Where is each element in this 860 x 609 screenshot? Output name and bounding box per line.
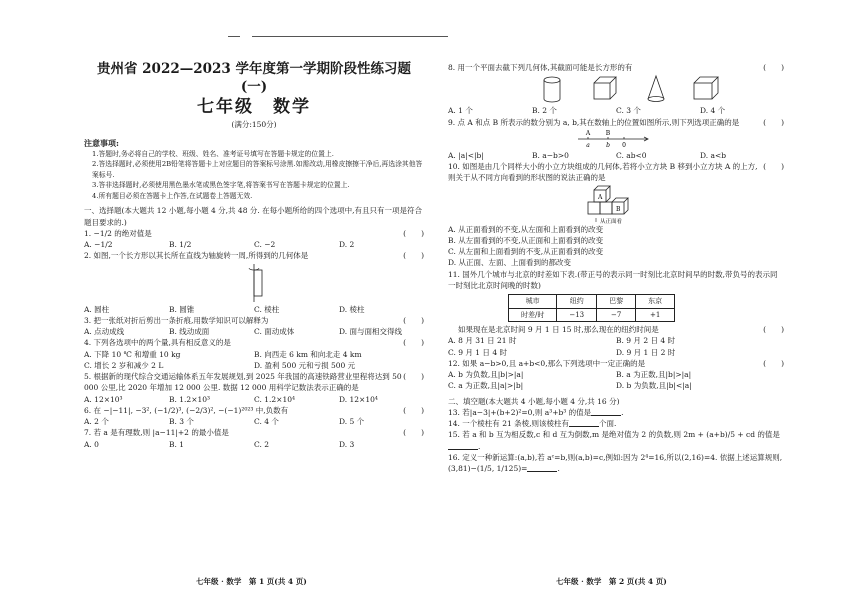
question-12-options — [448, 369, 784, 392]
answer-paren: ( ) — [403, 372, 424, 382]
axis-label-B: B — [605, 129, 611, 137]
option-d: D. a<b — [700, 150, 727, 160]
option-d: D. b 为负数,且|b|<|a| — [616, 381, 692, 391]
axis-label-zero: 0 — [622, 141, 626, 149]
option-c: C. 3 个 — [616, 106, 641, 116]
top-rule-short — [228, 36, 240, 37]
table-row — [509, 308, 675, 322]
question-2-options — [84, 304, 424, 315]
top-rule-long — [252, 36, 448, 37]
answer-paren: ( ) — [763, 325, 784, 334]
option-b: B. 线动成面 — [169, 327, 210, 337]
option-a: A. 圆柱 — [84, 304, 110, 314]
option-a: A. 8 月 31 日 21 时 — [448, 336, 517, 346]
question-1: 1. −1/2 的绝对值是 ( ) — [84, 228, 424, 238]
option-d: D. 3 — [339, 439, 355, 449]
answer-paren: ( ) — [763, 162, 784, 171]
question-3-options — [84, 326, 424, 337]
question-5: 5. 根据新的现代综合交通运输体系五年发展规划,到 2025 年我国的高速铁路营业里程将达到 50 000 公里,比 2020 年增加 12 000 公里. 数据 12 000 用科学记数法表示正确的是 ( ) — [84, 372, 424, 393]
page-2-footer: 七年级 · 数学 第 2 页(共 4 页) — [556, 577, 667, 586]
note-2: 2.答选择题时,必须使用2B铅笔将答题卡上对应题目的答案标号涂黑.如需改动,用橡皮擦擦干净后,再选涂其他答案标号. — [92, 160, 423, 179]
question-11-sub: 如果现在是北京时间 9 月 1 日 15 时,那么现在的纽约时间是 ( ) — [458, 325, 784, 334]
answer-paren: ( ) — [403, 428, 424, 438]
table-cell: 东京 — [636, 295, 675, 309]
option-c: C. ab<0 — [616, 150, 647, 160]
question-4-options — [84, 349, 424, 372]
option-b: B. a 为正数,且|b|>|a| — [616, 370, 692, 379]
question-13: 13. 若|a−3|+(b+2)²=0,则 a³+b³ 的值是 . — [448, 407, 624, 417]
option-d: D. 5 个 — [339, 417, 365, 427]
option-d: D. 从正面、左面、上面看到的都改变 — [448, 258, 572, 268]
answer-paren: ( ) — [403, 405, 424, 415]
section-1-heading: 一、选择题(本大题共 12 小题,每小题 4 分,共 48 分. 在每小题所给的四个选项中,有且只有一项是符合题目要求的.) — [84, 206, 423, 227]
exam-title: 贵州省 2022—2023 学年度第一学期阶段性练习题(一) — [96, 61, 412, 96]
option-d: D. 棱柱 — [339, 304, 365, 314]
answer-blank — [591, 407, 621, 416]
option-a: A. |a|<|b| — [448, 150, 484, 160]
option-b: B. 1.2×10³ — [169, 394, 211, 404]
option-c: C. 从左面和上面看到的不变,从正面看到的改变 — [448, 247, 604, 256]
option-a: A. −1/2 — [84, 240, 113, 250]
question-5-options — [84, 394, 424, 405]
question-10: 10. 如图是由几个同样大小的小立方块组成的几何体,若将小立方块 B 移到小立方块 A 的上方,则关于从不同方向看到的形状图的说法正确的是 ( ) — [448, 162, 784, 183]
notes-title: 注意事项: — [84, 137, 119, 148]
exam-subtitle: 七年级 数学 — [197, 97, 311, 118]
table-cell: 巴黎 — [597, 295, 636, 309]
question-9: 9. 点 A 和点 B 所表示的数分别为 a, b,其在数轴上的位置如图所示,则下列选项正确的是 ( ) — [448, 117, 784, 127]
option-c: C. 1.2×10⁴ — [254, 394, 296, 404]
question-14: 14. 一个棱柱有 21 条棱,则该棱柱有 个面. — [448, 419, 617, 428]
note-4: 4.所有题目必须在答题卡上作答,在试题卷上答题无效. — [92, 191, 253, 200]
answer-paren: ( ) — [403, 338, 424, 348]
page-2 — [448, 62, 784, 474]
option-b: B. 向西走 6 km 和向北走 4 km — [254, 349, 362, 359]
table-cell: 时差/时 — [509, 308, 557, 322]
option-c: C. −2 — [254, 240, 276, 250]
table-cell: 城市 — [509, 295, 557, 309]
answer-paren: ( ) — [763, 63, 784, 72]
question-1-options — [84, 239, 424, 250]
option-b: B. 1 — [169, 439, 185, 449]
option-b: B. 圆锥 — [169, 304, 195, 314]
full-score: (满分:150分) — [231, 120, 277, 130]
option-d: D. 4 个 — [700, 106, 726, 116]
number-line-figure — [448, 128, 784, 150]
option-d: D. 面与面相交得线 — [339, 327, 403, 337]
option-a: A. 下降 10 ℃ 和增重 10 kg — [84, 349, 181, 359]
question-12: 12. 如果 a−b>0,且 a+b<0,那么下列选项中一定正确的是 ( ) — [448, 358, 784, 368]
question-8: 8. 用一个平面去截下列几何体,其截面可能是长方形的有 ( ) — [448, 63, 784, 72]
note-1: 1.答题时,务必将自己的学校、班级、姓名、准考证号填写在答题卡规定的位置上. — [92, 149, 334, 158]
answer-blank — [569, 418, 599, 427]
option-c: C. 9 月 1 日 4 时 — [448, 347, 507, 357]
note-3: 3.答非选择题时,必须使用黑色墨水笔或黑色签字笔,将答案书写在答题卡规定的位置上. — [92, 181, 350, 190]
question-16: 16. 定义一种新运算:(a,b),若 aᶜ=b,则(a,b)=c,例如:因为 2⁴=16,所以(2,16)=4. 依据上述运算规则,(3,81)−(1/5, 1/125)= . — [448, 452, 783, 473]
option-b: B. 2 个 — [532, 106, 557, 116]
page-1-footer: 七年级 · 数学 第 1 页(共 4 页) — [196, 577, 307, 586]
section-2-heading: 二、填空题(本大题共 4 小题,每小题 4 分,共 16 分) — [448, 396, 620, 406]
option-c: C. 4 个 — [254, 417, 279, 427]
option-a: A. 1 个 — [448, 106, 473, 116]
axis-label-b: b — [606, 141, 610, 149]
answer-paren: ( ) — [763, 117, 784, 127]
option-a: A. 0 — [84, 439, 99, 449]
cube-label-B: B — [616, 205, 621, 213]
solids-figure — [448, 73, 784, 105]
question-9-options — [448, 150, 784, 161]
answer-blank — [448, 441, 478, 450]
option-b: B. 3 个 — [169, 417, 194, 427]
option-c: C. 增长 2 岁和减少 2 L — [84, 360, 164, 370]
option-a: A. b 为负数,且|b|>|a| — [448, 370, 524, 379]
table-cell: −13 — [557, 308, 597, 322]
axis-label-A: A — [585, 129, 591, 137]
cube-label-A: A — [598, 193, 603, 201]
question-2: 2. 如图,一个长方形以其长所在直线为轴旋转一周,所得到的几何体是 ( ) — [84, 251, 424, 261]
option-d: D. 12×10⁴ — [339, 394, 378, 404]
axis-label-a: a — [586, 141, 590, 149]
question-11: 11. 国外几个城市与北京的时差如下表.(带正号的表示同一时刻比北京时间早的时数,带负号的表示同一时刻比北京时间晚的时数) — [448, 269, 778, 290]
option-a: A. 从正面看到的不变,从左面和上面看到的改变 — [448, 224, 604, 234]
question-7: 7. 若 a 是有理数,则 |a−11|+2 的最小值是 ( ) — [84, 428, 424, 438]
answer-paren: ( ) — [763, 358, 784, 368]
question-6-options — [84, 416, 424, 427]
question-4: 4. 下列各选项中的两个量,具有相反意义的是 ( ) — [84, 338, 424, 348]
option-d: D. 9 月 1 日 2 时 — [616, 347, 676, 357]
time-difference-table — [508, 294, 675, 322]
question-6: 6. 在 −|−11|, −3², (−1/2)³, (−2/3)², −(−1)²⁰²³ 中,负数有 ( ) — [84, 405, 424, 415]
answer-paren: ( ) — [403, 228, 424, 238]
option-a: A. 点动成线 — [84, 327, 125, 337]
option-b: B. a−b>0 — [532, 150, 569, 160]
option-c: C. 2 — [254, 439, 270, 449]
cubes-figure — [448, 184, 784, 224]
table-cell: +1 — [636, 308, 675, 322]
answer-blank — [527, 463, 557, 472]
rectangle-rotation-figure — [84, 262, 424, 304]
answer-paren: ( ) — [403, 251, 424, 261]
table-cell: 纽约 — [557, 295, 597, 309]
question-7-options — [84, 439, 424, 450]
option-c: C. 棱柱 — [254, 304, 280, 314]
question-3: 3. 把一张纸对折后剪出一条折痕,用数学知识可以解释为 ( ) — [84, 315, 424, 325]
answer-paren: ( ) — [403, 315, 424, 325]
front-view-label: 从正面看 — [600, 218, 623, 224]
page-1 — [84, 60, 424, 450]
option-c: C. a 为正数,且|a|>|b| — [448, 381, 524, 391]
table-header-row — [509, 295, 675, 309]
option-d: D. 盈利 500 元和亏损 500 元 — [254, 360, 356, 370]
question-8-options — [448, 105, 784, 116]
option-b: B. 1/2 — [169, 240, 192, 250]
question-11-options — [448, 335, 784, 358]
question-15: 15. 若 a 和 b 互为相反数,c 和 d 互为倒数,m 是绝对值为 2 的负数,则 2m + (a+b)/5 + cd 的值是. — [448, 430, 780, 451]
option-b: B. 9 月 2 日 4 时 — [616, 336, 676, 346]
option-b: B. 从左面看到的不变,从正面和上面看到的改变 — [448, 235, 604, 245]
option-c: C. 面动成体 — [254, 327, 295, 337]
option-a: A. 2 个 — [84, 417, 109, 427]
option-a: A. 12×10³ — [84, 394, 123, 404]
table-cell: −7 — [597, 308, 636, 322]
option-d: D. 2 — [339, 240, 355, 250]
